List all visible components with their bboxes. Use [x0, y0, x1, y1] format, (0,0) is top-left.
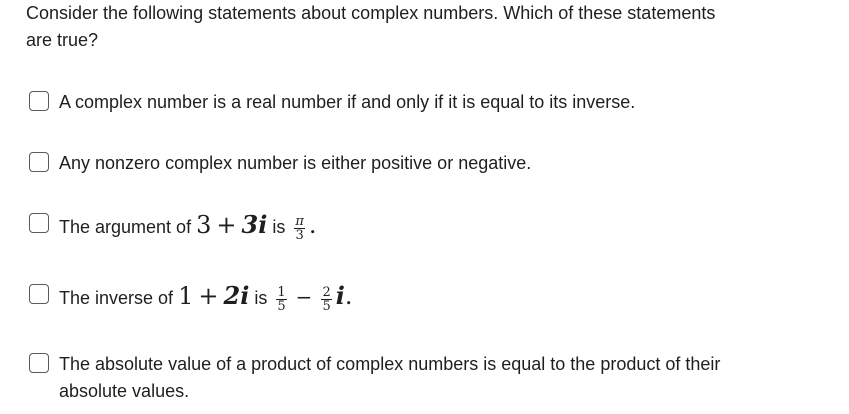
option-4-fraction-1	[276, 286, 286, 313]
option-3[interactable]	[29, 211, 317, 242]
option-3-label	[59, 211, 317, 242]
option-3-imag-part: 3i	[241, 210, 268, 239]
option-3-real-part: 3	[196, 211, 212, 239]
option-4-label	[59, 282, 352, 313]
option-2[interactable]	[29, 150, 531, 177]
option-4-fraction-1-denominator: 5	[277, 298, 286, 314]
option-3-prefix: The argument of	[59, 217, 192, 237]
option-1-label: A complex number is a real number if and only if it is equal to its inverse.	[59, 92, 636, 112]
option-4[interactable]	[29, 282, 352, 313]
option-3-fraction-numerator: π	[295, 213, 304, 229]
checkbox-option-5[interactable]	[29, 353, 49, 373]
option-2-label: Any nonzero complex number is either positive or negative.	[59, 153, 532, 173]
option-4-imag-part: 2i	[223, 281, 250, 310]
option-4-minus-sign: −	[295, 285, 313, 309]
option-4-is: is	[254, 288, 268, 308]
option-3-period: .	[308, 211, 317, 239]
option-1[interactable]	[29, 89, 635, 116]
option-4-imag-unit: i	[335, 281, 345, 310]
checkbox-option-1[interactable]	[29, 91, 49, 111]
checkbox-option-3[interactable]	[29, 213, 49, 233]
option-3-is: is	[272, 217, 286, 237]
option-4-real-part: 1	[178, 282, 194, 310]
option-5-label: The absolute value of a product of complex numbers is equal to the product of their absolute values.	[59, 354, 721, 401]
option-4-fraction-2-numerator: 2	[322, 284, 331, 300]
option-5[interactable]	[29, 351, 739, 405]
option-4-plus-sign: +	[198, 282, 219, 310]
checkbox-option-4[interactable]	[29, 284, 49, 304]
option-4-prefix: The inverse of	[59, 288, 174, 308]
option-4-fraction-2	[321, 286, 331, 313]
option-3-fraction	[294, 215, 305, 242]
option-4-period: .	[344, 282, 353, 310]
option-3-plus-sign: +	[216, 211, 237, 239]
option-3-fraction-denominator: 3	[295, 227, 304, 243]
question-text: Consider the following statements about complex numbers. Which of these statements are true?	[26, 3, 716, 50]
option-4-fraction-2-denominator: 5	[322, 298, 331, 314]
option-4-fraction-1-numerator: 1	[277, 284, 286, 300]
checkbox-option-2[interactable]	[29, 152, 49, 172]
